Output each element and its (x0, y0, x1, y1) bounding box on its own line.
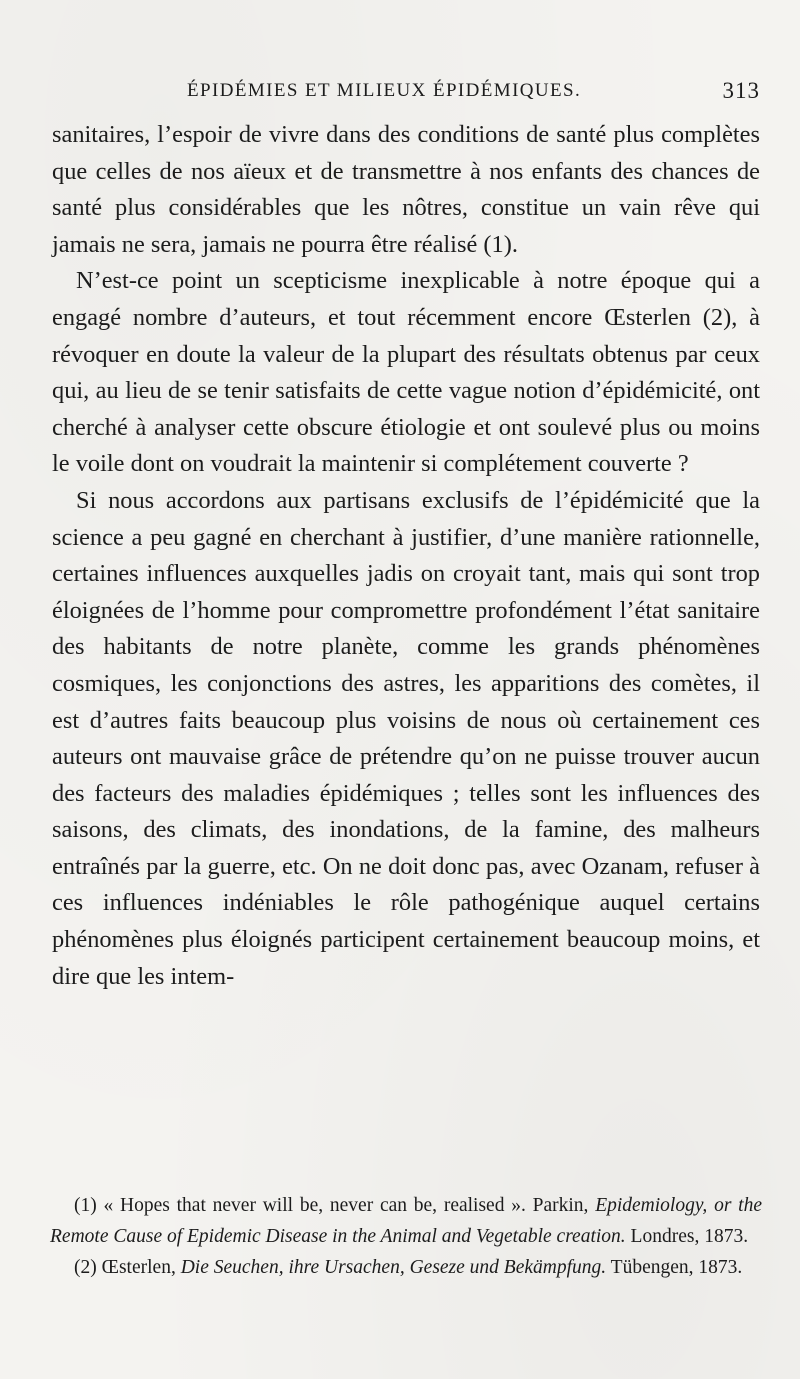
footnote-title: Die Seuchen, ihre Ursachen, Geseze und Bekämpfung. (180, 1257, 607, 1278)
footnote-1 (50, 1190, 762, 1252)
footnote-2 (50, 1252, 762, 1283)
paragraph: N’est-ce point un scepticisme inexplicable à notre époque qui a engagé nombre d’auteurs, et tout récemment encore Œsterlen (2), à révoquer en doute la valeur de la plupart des résultats obtenus par ceux qui, au lieu de se tenir satisfaits de cette vague notion d’épidémicité, ont cherché à analyser cette obscure étiologie et ont soulevé plus ou moins le voile dont on voudrait la maintenir si complétement couverte ? (52, 267, 760, 478)
page-header (175, 78, 760, 112)
footnotes (50, 1190, 762, 1283)
footnote-author: Œsterlen, (101, 1257, 176, 1278)
footnote-publication: Tübengen, 1873. (606, 1257, 743, 1278)
main-text (52, 117, 760, 995)
footnote-marker: (1) (74, 1195, 97, 1216)
footnote-publication: Londres, 1873. (625, 1226, 749, 1247)
footnote-title: Epidemiology, or the Remote Cause of Epidemic Disease in the Animal and Vegetable creation. (50, 1195, 763, 1247)
footnote-marker: (2) (74, 1257, 97, 1278)
paragraph: Si nous accordons aux partisans exclusifs de l’épidémicité que la science a peu gagné en cherchant à justifier, d’une manière rationnelle, certaines influences auxquelles jadis on croyait tant, mais qui sont trop éloignées de l’homme pour compromettre profondément l’état sanitaire des habitants de notre planète, comme les grands phénomènes cosmiques, les conjonctions des astres, les apparitions des comètes, il est d’autres faits beaucoup plus voisins de nous où certainement ces auteurs ont mauvaise grâce de prétendre qu’on ne puisse trouver aucun des facteurs des maladies épidémiques ; telles sont les influences des saisons, des climats, des inondations, de la famine, des malheurs entraînés par la guerre, etc. On ne doit donc pas, avec Ozanam, refuser à ces influences indéniables le rôle pathogénique auquel certains phénomènes plus éloignés participent certainement beaucoup moins, et dire que les intem- (52, 486, 760, 990)
footnote-quote: « Hopes that never will be, never can be, realised ». Parkin, (103, 1195, 589, 1216)
page-number: 313 (722, 78, 760, 103)
running-head: ÉPIDÉMIES ET MILIEUX ÉPIDÉMIQUES. (187, 80, 582, 101)
paragraph-continuation: sanitaires, l’espoir de vivre dans des conditions de santé plus complètes que celles de nos aïeux et de transmettre à nos enfants des chances de santé plus considérables que les nôtres, constitue un vain rêve qui jamais ne sera, jamais ne pourra être réalisé (1). (52, 121, 760, 258)
